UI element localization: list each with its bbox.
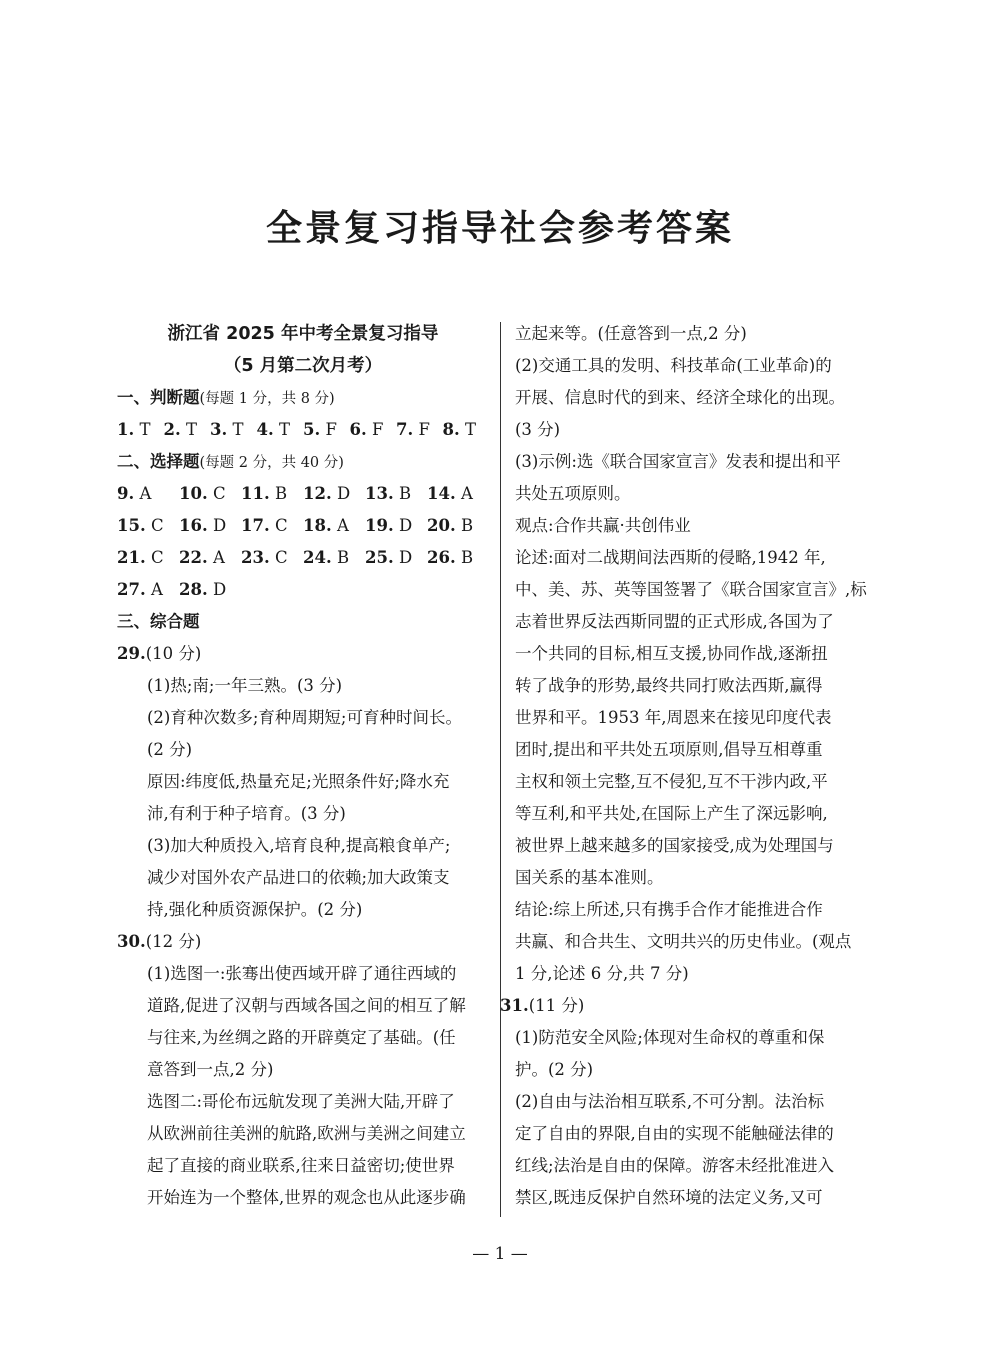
section-note: (每题 2 分，共 40 分) bbox=[199, 455, 344, 471]
answer-text-line: 定了自由的界限,自由的实现不能触碰法律的 bbox=[515, 1124, 834, 1143]
answer-number: 15. bbox=[117, 516, 146, 535]
answer-text-line: 意答到一点,2 分) bbox=[147, 1060, 274, 1079]
answer-value: D bbox=[212, 580, 227, 599]
answer-row bbox=[117, 574, 489, 606]
answer-number: 11. bbox=[241, 484, 270, 503]
answer-text-line: 起了直接的商业联系,往来日益密切;使世界 bbox=[147, 1156, 455, 1175]
answer-number: 9. bbox=[117, 484, 135, 503]
answer-value: F bbox=[418, 420, 430, 439]
answer-number: 6. bbox=[349, 420, 367, 439]
answer-text-line: 一个共同的目标,相互支援,协同作战,逐渐扭 bbox=[515, 644, 828, 663]
question-number: 31. bbox=[500, 996, 529, 1015]
right-column bbox=[500, 318, 887, 1214]
section-comprehensive: 三、综合题 bbox=[117, 612, 200, 631]
answer-value: B bbox=[274, 484, 288, 503]
answer-cell bbox=[303, 510, 365, 542]
question-number: 30. bbox=[117, 932, 146, 951]
answer-text-line: 开始连为一个整体,世界的观念也从此逐步确 bbox=[147, 1188, 466, 1207]
page-title: 全景复习指导社会参考答案 bbox=[265, 208, 734, 249]
answer-row bbox=[117, 478, 489, 510]
question-30-continued bbox=[515, 318, 887, 990]
answer-text-line: 原因:纬度低,热量充足;光照条件好;降水充 bbox=[147, 772, 450, 791]
answer-number: 12. bbox=[303, 484, 332, 503]
answer-value: T bbox=[278, 420, 290, 439]
section-judgement bbox=[117, 382, 489, 414]
column-divider bbox=[500, 322, 501, 1217]
answer-cell bbox=[164, 414, 211, 446]
question-30-header bbox=[117, 926, 489, 958]
answer-cell bbox=[241, 542, 303, 574]
answer-number: 13. bbox=[365, 484, 394, 503]
tf-answers bbox=[117, 414, 489, 446]
answer-cell bbox=[179, 574, 241, 606]
answer-text-line: (2)自由与法治相互联系,不可分割。法治标 bbox=[515, 1092, 825, 1111]
answer-text-line: 世界和平。1953 年,周恩来在接见印度代表 bbox=[515, 708, 832, 727]
answer-text-line: (1)防范安全风险;体现对生命权的尊重和保 bbox=[515, 1028, 825, 1047]
answer-cell bbox=[427, 478, 489, 510]
answer-value: F bbox=[325, 420, 337, 439]
answer-number: 25. bbox=[365, 548, 394, 567]
answer-text-line: 开展、信息时代的到来、经济全球化的出现。 bbox=[515, 388, 845, 407]
answer-number: 21. bbox=[117, 548, 146, 567]
answer-value: D bbox=[212, 516, 227, 535]
answer-row bbox=[117, 542, 489, 574]
answer-value: D bbox=[398, 548, 413, 567]
answer-number: 23. bbox=[241, 548, 270, 567]
answer-number: 26. bbox=[427, 548, 456, 567]
answer-cell bbox=[179, 542, 241, 574]
answer-number: 18. bbox=[303, 516, 332, 535]
answer-text-line: 立起来等。(任意答到一点,2 分) bbox=[515, 324, 747, 343]
answer-cell bbox=[303, 414, 350, 446]
section-label: 二、选择题 bbox=[117, 452, 200, 471]
question-score: (11 分) bbox=[528, 996, 585, 1015]
question-30-body bbox=[117, 958, 489, 1214]
answer-number: 2. bbox=[163, 420, 181, 439]
answer-text-line: (3 分) bbox=[515, 420, 561, 439]
answer-cell bbox=[350, 414, 397, 446]
answer-cell bbox=[427, 542, 489, 574]
answer-value: C bbox=[274, 516, 288, 535]
question-31-header bbox=[500, 990, 887, 1022]
answer-cell bbox=[365, 542, 427, 574]
answer-cell bbox=[427, 510, 489, 542]
answer-text-line: 观点:合作共赢·共创伟业 bbox=[515, 516, 691, 535]
answer-value: T bbox=[185, 420, 197, 439]
answer-value: C bbox=[150, 548, 164, 567]
question-31-body bbox=[515, 1022, 887, 1214]
answer-number: 16. bbox=[179, 516, 208, 535]
answer-value: C bbox=[212, 484, 226, 503]
answer-text-line: 团时,提出和平共处五项原则,倡导互相尊重 bbox=[515, 740, 823, 759]
answer-cell bbox=[179, 478, 241, 510]
answer-text-line: 红线;法治是自由的保障。游客未经批准进入 bbox=[515, 1156, 835, 1175]
answer-number: 4. bbox=[256, 420, 274, 439]
answer-cell bbox=[303, 542, 365, 574]
answer-number: 1. bbox=[117, 420, 135, 439]
answer-cell bbox=[396, 414, 443, 446]
exam-heading: 浙江省 2025 年中考全景复习指导 bbox=[167, 324, 439, 344]
mc-answers bbox=[117, 478, 489, 606]
answer-number: 14. bbox=[427, 484, 456, 503]
answer-cell bbox=[443, 414, 490, 446]
answer-value: A bbox=[212, 548, 225, 567]
answer-value: A bbox=[139, 484, 152, 503]
answer-number: 8. bbox=[442, 420, 460, 439]
answer-number: 10. bbox=[179, 484, 208, 503]
answer-cell bbox=[241, 478, 303, 510]
answer-value: D bbox=[336, 484, 351, 503]
answer-text-line: (3)示例:选《联合国家宣言》发表和提出和平 bbox=[515, 452, 841, 471]
answer-text-line: 共赢、和合共生、文明共兴的历史伟业。(观点 bbox=[515, 932, 852, 951]
section-choice bbox=[117, 446, 489, 478]
answer-value: A bbox=[336, 516, 349, 535]
answer-number: 3. bbox=[210, 420, 228, 439]
answer-cell bbox=[365, 478, 427, 510]
answer-text-line: 志着世界反法西斯同盟的正式形成,各国为了 bbox=[515, 612, 834, 631]
answer-value: B bbox=[460, 516, 474, 535]
answer-text-line: (1)热;南;一年三熟。(3 分) bbox=[147, 676, 343, 695]
answer-text-line: 从欧洲前往美洲的航路,欧洲与美洲之间建立 bbox=[147, 1124, 466, 1143]
answer-number: 22. bbox=[179, 548, 208, 567]
answer-value: C bbox=[150, 516, 164, 535]
answer-text-line: 被世界上越来越多的国家接受,成为处理国与 bbox=[515, 836, 834, 855]
answer-cell bbox=[179, 510, 241, 542]
answer-row bbox=[117, 510, 489, 542]
answer-text-line: 结论:综上所述,只有携手合作才能推进合作 bbox=[515, 900, 823, 919]
answer-text-line: 与往来,为丝绸之路的开辟奠定了基础。(任 bbox=[147, 1028, 456, 1047]
answer-cell bbox=[241, 510, 303, 542]
answer-cell bbox=[117, 478, 179, 510]
section-note: (每题 1 分，共 8 分) bbox=[199, 391, 335, 407]
answer-value: A bbox=[150, 580, 163, 599]
answer-value: T bbox=[232, 420, 244, 439]
question-score: (12 分) bbox=[145, 932, 202, 951]
answer-text-line: 护。(2 分) bbox=[515, 1060, 594, 1079]
answer-cell bbox=[117, 574, 179, 606]
answer-value: C bbox=[274, 548, 288, 567]
answer-text-line: 国关系的基本准则。 bbox=[515, 868, 664, 887]
answer-cell bbox=[303, 478, 365, 510]
answer-text-line: 沛,有利于种子培育。(3 分) bbox=[147, 804, 346, 823]
answer-number: 20. bbox=[427, 516, 456, 535]
answer-text-line: 1 分,论述 6 分,共 7 分) bbox=[515, 964, 689, 983]
answer-text-line: (2)育种次数多;育种周期短;可育种时间长。 bbox=[147, 708, 462, 727]
answer-text-line: 选图二:哥伦布远航发现了美洲大陆,开辟了 bbox=[147, 1092, 455, 1111]
answer-cell bbox=[117, 510, 179, 542]
question-29-header bbox=[117, 638, 489, 670]
answer-number: 5. bbox=[303, 420, 321, 439]
answer-value: T bbox=[139, 420, 151, 439]
answer-text-line: 持,强化种质资源保护。(2 分) bbox=[147, 900, 363, 919]
answer-value: B bbox=[398, 484, 412, 503]
answer-cell bbox=[365, 510, 427, 542]
answer-value: T bbox=[464, 420, 476, 439]
answer-number: 28. bbox=[179, 580, 208, 599]
answer-number: 19. bbox=[365, 516, 394, 535]
answer-text-line: 转了战争的形势,最终共同打败法西斯,赢得 bbox=[515, 676, 823, 695]
left-column bbox=[117, 318, 489, 1214]
answer-number: 24. bbox=[303, 548, 332, 567]
question-number: 29. bbox=[117, 644, 146, 663]
section-label: 一、判断题 bbox=[117, 388, 200, 407]
exam-subheading: （5 月第二次月考） bbox=[223, 356, 383, 376]
answer-value: A bbox=[460, 484, 473, 503]
answer-cell bbox=[257, 414, 304, 446]
answer-value: F bbox=[371, 420, 384, 439]
answer-value: B bbox=[460, 548, 474, 567]
answer-text-line: (2 分) bbox=[147, 740, 193, 759]
answer-text-line: 禁区,既违反保护自然环境的法定义务,又可 bbox=[515, 1188, 823, 1207]
answer-text-line: (2)交通工具的发明、科技革命(工业革命)的 bbox=[515, 356, 832, 375]
answer-number: 27. bbox=[117, 580, 146, 599]
answer-text-line: 道路,促进了汉朝与西域各国之间的相互了解 bbox=[147, 996, 466, 1015]
answer-value: B bbox=[336, 548, 350, 567]
answer-text-line: 论述:面对二战期间法西斯的侵略,1942 年, bbox=[515, 548, 826, 567]
answer-text-line: 减少对国外农产品进口的依赖;加大政策支 bbox=[147, 868, 450, 887]
answer-number: 7. bbox=[396, 420, 414, 439]
answer-text-line: 等互利,和平共处,在国际上产生了深远影响, bbox=[515, 804, 828, 823]
answer-cell bbox=[117, 414, 164, 446]
answer-number: 17. bbox=[241, 516, 270, 535]
answer-text-line: 中、美、苏、英等国签署了《联合国家宣言》,标 bbox=[515, 580, 867, 599]
answer-cell bbox=[210, 414, 257, 446]
answer-text-line: 主权和领土完整,互不侵犯,互不干涉内政,平 bbox=[515, 772, 828, 791]
answer-text-line: (1)选图一:张骞出使西域开辟了通往西域的 bbox=[147, 964, 457, 983]
answer-value: D bbox=[398, 516, 413, 535]
question-29-body bbox=[117, 670, 489, 926]
answer-text-line: (3)加大种质投入,培育良种,提高粮食单产; bbox=[147, 836, 451, 855]
page-number: — 1 — bbox=[472, 1244, 528, 1264]
answer-cell bbox=[117, 542, 179, 574]
answer-text-line: 共处五项原则。 bbox=[515, 484, 631, 503]
question-score: (10 分) bbox=[145, 644, 202, 663]
